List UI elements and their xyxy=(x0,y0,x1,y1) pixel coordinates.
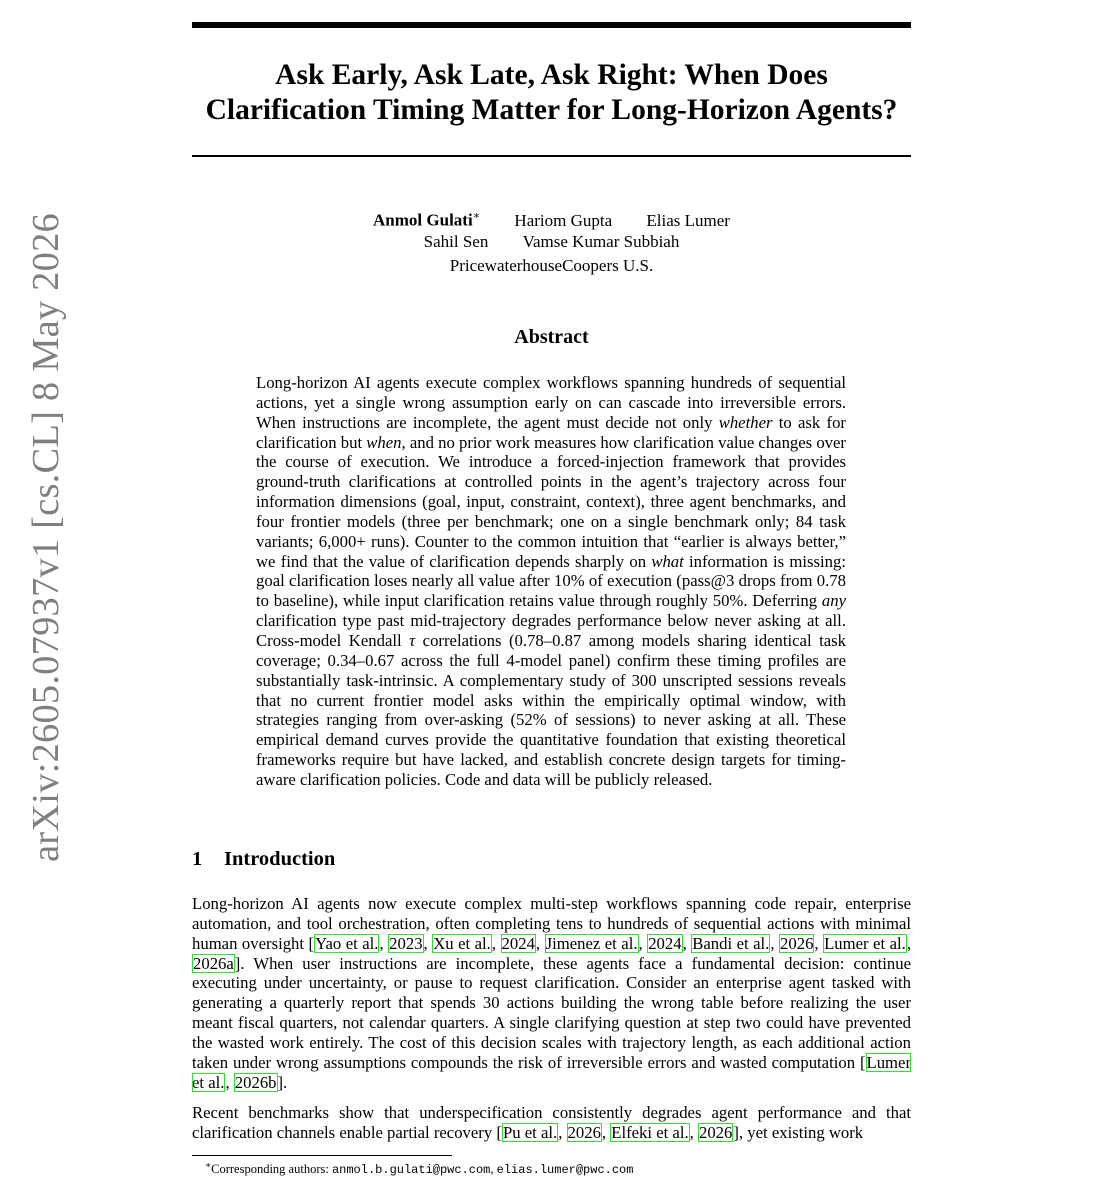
citation-link[interactable]: 2026b xyxy=(234,1072,277,1092)
citation-link[interactable]: Elfeki et al. xyxy=(611,1122,689,1142)
title-line-1: Ask Early, Ask Late, Ask Right: When Does xyxy=(275,59,828,91)
title-top-rule xyxy=(192,22,911,28)
footnote: ∗Corresponding authors: anmol.b.gulati@pwc.com, elias.lumer@pwc.com xyxy=(205,1160,634,1178)
intro-paragraph-1: Long-horizon AI agents now execute complex multi-step workflows spanning code repair, enterprise automation, and tool orchestration, often completing tens to hundreds of sequential actions with minimal human oversight [Yao et al., 2023, Xu et al., 2024, Jimenez et al., 2024, Bandi et al., 2026, Lumer et al., 2026a]. When user instructions are incomplete, these agents face a fundamental decision: continue executing under uncertainty, or pause to request clarification. Consider an enterprise agent tasked with generating a quarterly report that spends 30 actions building the wrong table before realizing the user meant fiscal quarters, not calendar quarters. A single clarifying question at step two could have prevented the wasted work entirely. The cost of this decision scales with trajectory length, as each additional action taken under wrong assumptions compounds the risk of irreversible errors and wasted computation [Lumer et al., 2026b]. xyxy=(192,894,911,1092)
arxiv-identifier-stamp: arXiv:2605.07937v1 [cs.CL] 8 May 2026 xyxy=(25,213,67,862)
citation-link[interactable]: 2024 xyxy=(648,933,682,953)
intro-paragraph-2: Recent benchmarks show that underspecification consistently degrades agent performance and that clarification channels enable partial recovery [Pu et al., 2026, Elfeki et al., 2026], yet existing work xyxy=(192,1103,911,1142)
footnote-mark: ∗ xyxy=(205,1160,212,1170)
author-name: Vamse Kumar Subbiah xyxy=(522,231,680,251)
author-name: Elias Lumer xyxy=(646,210,730,230)
affiliation: PricewaterhouseCoopers U.S. xyxy=(449,256,654,275)
section-number: 1 xyxy=(192,848,203,870)
abstract-heading: Abstract xyxy=(514,326,589,348)
author-name: Hariom Gupta xyxy=(514,210,613,230)
citation-link[interactable]: 2024 xyxy=(501,933,535,953)
citation-link[interactable]: 2026a xyxy=(193,953,234,973)
citation-link[interactable]: Yao et al. xyxy=(315,933,379,953)
citation-link[interactable]: Jimenez et al. xyxy=(545,933,638,953)
author-row-2 xyxy=(192,231,911,252)
abstract-body: Long-horizon AI agents execute complex workflows spanning hundreds of sequential actions, yet a single wrong assumption early on can cascade into irreversible errors. When instructions are incomplete, the agent must decide not only whether to ask for clarification but when, and no prior work measures how clarification value changes over the course of execution. We introduce a forced-injection framework that provides ground-truth clarifications at controlled points in the agent’s trajectory across four information dimensions (goal, input, constraint, context), three agent benchmarks, and four frontier models (three per benchmark; one on a single benchmark only; 84 task variants; 6,000+ runs). Counter to the common intuition that “earlier is always better,” we find that the value of clarification depends sharply on what information is missing: goal clarification loses nearly all value after 10% of execution (pass@3 drops from 0.78 to baseline), while input clarification retains value through roughly 50%. Deferring any clarification type past mid-trajectory degrades performance below never asking at all. Cross-model Kendall τ correlations (0.78–0.87 among models sharing identical task coverage; 0.34–0.67 across the full 4-model panel) confirm these timing profiles are substantially task-intrinsic. A complementary study of 300 unscripted sessions reveals that no current frontier model asks within the empirically optimal window, with strategies ranging from over-asking (52% of sessions) to never asking at all. These empirical demand curves provide the quantitative foundation that existing theoretical frameworks require but have lacked, and establish concrete design targets for timing-aware clarification policies. Code and data will be publicly released. xyxy=(256,373,846,789)
citation-link[interactable]: 2026 xyxy=(698,1122,733,1142)
author-name: Sahil Sen xyxy=(423,231,489,251)
section-title: Introduction xyxy=(224,848,336,870)
footnote-rule xyxy=(192,1155,452,1156)
citation-link[interactable]: Bandi et al. xyxy=(692,933,770,953)
citation-link[interactable]: 2026 xyxy=(780,933,814,953)
paper-title xyxy=(170,58,933,128)
citation-link[interactable]: 2026 xyxy=(567,1122,601,1142)
citation-link[interactable]: Lumer et al. xyxy=(192,1052,911,1092)
section-heading-introduction xyxy=(192,848,335,871)
author-name: Anmol Gulati∗ xyxy=(373,210,481,230)
citation-link[interactable]: Pu et al. xyxy=(502,1122,558,1142)
author-row-1 xyxy=(192,206,911,231)
citation-link[interactable]: Xu et al. xyxy=(433,933,491,953)
title-bottom-rule xyxy=(192,155,911,157)
author-block xyxy=(192,206,911,252)
email-link[interactable]: elias.lumer@pwc.com xyxy=(496,1163,634,1178)
citation-link[interactable]: 2023 xyxy=(389,933,423,953)
corresponding-author-mark: ∗ xyxy=(472,210,481,222)
citation-link[interactable]: Lumer et al. xyxy=(824,933,906,953)
email-link[interactable]: anmol.b.gulati@pwc.com xyxy=(331,1163,491,1178)
title-line-2: Clarification Timing Matter for Long-Horizon Agents? xyxy=(205,94,898,126)
